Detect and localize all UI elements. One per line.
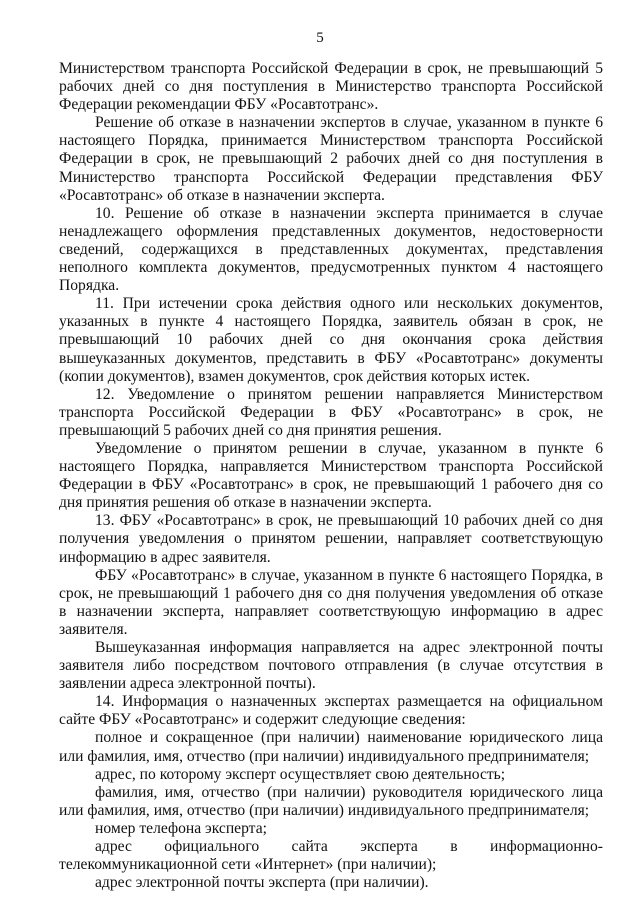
paragraph-item-14: 14. Информация о назначенных экспертах размещается на официальном сайте ФБУ «Росавтотранс» и содержит следующие сведения:	[59, 693, 603, 729]
paragraph-item-12: 12. Уведомление о принятом решении направляется Министерством транспорта Российской Федерации в ФБУ «Росавтотранс» в срок, не превышающий 5 рабочих дней со дня принятия решения.	[59, 385, 603, 439]
document-body	[59, 60, 603, 892]
list-item-email: адрес электронной почты эксперта (при наличии).	[95, 874, 429, 892]
page-number: 5	[316, 30, 324, 46]
paragraph-fbu-refusal-info: ФБУ «Росавтотранс» в случае, указанном в пункте 6 настоящего Порядка, в срок, не превышающий 1 рабочего дня со дня получения уведомления об отказе в назначении эксперта, направляет соответствующую информацию в адрес заявителя.	[59, 566, 603, 638]
paragraph-notification-refusal: Уведомление о принятом решении в случае, указанном в пункте 6 настоящего Порядка, направляется Министерством транспорта Российской Федерации в ФБУ «Росавтотранс» в срок, не превышающий 1 рабочего дня со дня принятия решения об отказе в назначении эксперта.	[59, 439, 603, 512]
paragraph-item-10: 10. Решение об отказе в назначении эксперта принимается в случае ненадлежащего оформления представленных документов, недостоверности сведений, содержащихся в представленных документах, представления неполного комплекта документов, предусмотренных пунктом 4 настоящего Порядка.	[59, 204, 603, 295]
list-item-phone: номер телефона эксперта;	[95, 819, 267, 837]
paragraph-item-13: 13. ФБУ «Росавтотранс» в срок, не превышающий 10 рабочих дней со дня получения уведомления о принятом решении, направляет соответствующую информацию в адрес заявителя.	[59, 512, 603, 566]
paragraph-continuation: Министерством транспорта Российской Федерации в срок, не превышающий 5 рабочих дней со дня поступления в Министерство транспорта Российской Федерации рекомендации ФБУ «Росавтотранс».	[59, 60, 603, 114]
paragraph-refusal-decision: Решение об отказе в назначении экспертов в случае, указанном в пункте 6 настоящего Порядка, принимается Министерством транспорта Российской Федерации в срок, не превышающий 2 рабочих дней со дня поступления в Министерство транспорта Российской Федерации представления ФБУ «Росавтотранс» об отказе в назначении эксперта.	[59, 114, 603, 204]
list-item-address: адрес, по которому эксперт осуществляет свою деятельность;	[95, 765, 506, 783]
paragraph-item-11: 11. При истечении срока действия одного или нескольких документов, указанных в пункте 4 настоящего Порядка, заявитель обязан в срок, не превышающий 10 рабочих дней со дня окончания срока действия вышеуказанных документов, представить в ФБУ «Росавтотранс» документы (копии документов), взамен документов, срок действия которых истек.	[59, 295, 603, 385]
paragraph-info-delivery: Вышеуказанная информация направляется на адрес электронной почты заявителя либо посредством почтового отправления (в случае отсутствия в заявлении адреса электронной почты).	[59, 639, 603, 693]
list-item-name: полное и сокращенное (при наличии) наименование юридического лица или фамилия, имя, отчество (при наличии) индивидуального предпринимателя;	[59, 729, 603, 765]
list-item-head-name: фамилия, имя, отчество (при наличии) руководителя юридического лица или фамилия, имя, отчество (при наличии) индивидуального предпринимателя;	[59, 783, 603, 819]
list-item-website: адрес официального сайта эксперта в информационно-телекоммуникационной сети «Интернет» (при наличии);	[59, 838, 603, 874]
